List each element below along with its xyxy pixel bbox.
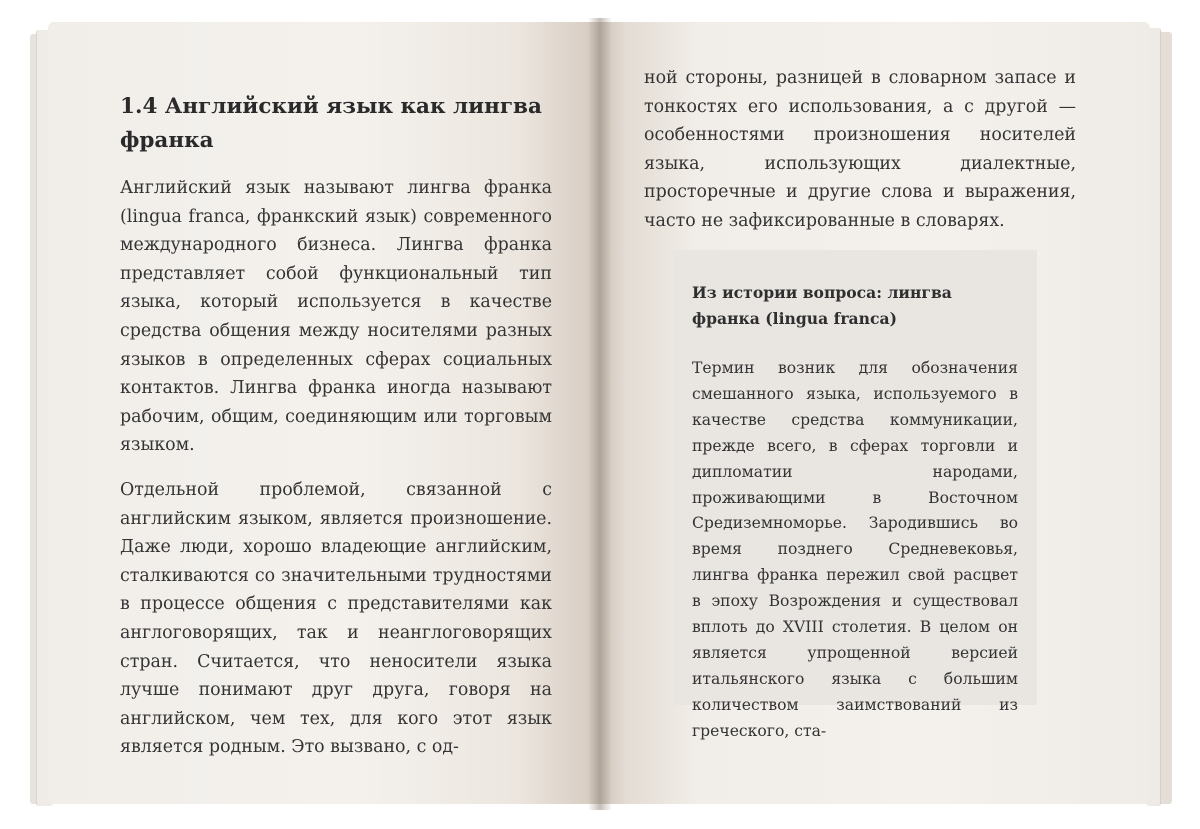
paragraph-lingua-franca: Английский язык называют лингва франка (lingua franca, франкский язык) современного международного бизнеса. Лингва франка представляет собой функциональный тип языка, который используется в качестве средства общения между носителями разных языков в определенных сферах социальных контактов. Лингва франка иногда называют рабочим, общим, соединяющим или торговым языком.: [120, 178, 552, 456]
right-page: [598, 22, 1150, 804]
sidebar-title: Из истории вопроса: лингва франка (lingua franca): [692, 283, 952, 328]
paragraph-pronunciation: Отдельной проблемой, связанной с английским языком, является произношение. Даже люди, хорошо владеющие английским, сталкиваются со значительными трудностями в процессе общения с представителями как англоговорящих, так и неанглоговорящих стран. Считается, что неносители языка лучше понимают друг друга, говоря на английском, чем тех, для кого этот язык является родным. Это вызвано, с од-: [120, 479, 552, 758]
sidebar-body: Термин возник для обозначения смешанного языка, используемого в качестве средства коммуникации, прежде всего, в сферах торговли и дипломатии народами, проживающими в Восточном Средиземноморье. Зародившись во время позднего Средневековья, лингва франка пережил свой расцвет в эпоху Возрождения и существовал вплоть до XVIII столетия. В целом он является упрощенной версией итальянского языка с большим количеством заимствований из греческого, ста-: [692, 359, 1018, 740]
section-heading: 1.4 Английский язык как лингва франка: [120, 94, 542, 153]
paragraph-continuation: ной стороны, разницей в словарном запасе и тонкостях его использования, а с другой — особенностями произношения носителей языка, использующих диалектные, просторечные и другие слова и выражения, часто не зафиксированные в словарях.: [644, 68, 1076, 231]
history-sidebar-box: [673, 250, 1037, 740]
right-page-content: [644, 64, 1076, 236]
left-page: [48, 22, 602, 804]
book-spine-gutter: [588, 18, 612, 810]
left-page-content: [120, 90, 552, 762]
